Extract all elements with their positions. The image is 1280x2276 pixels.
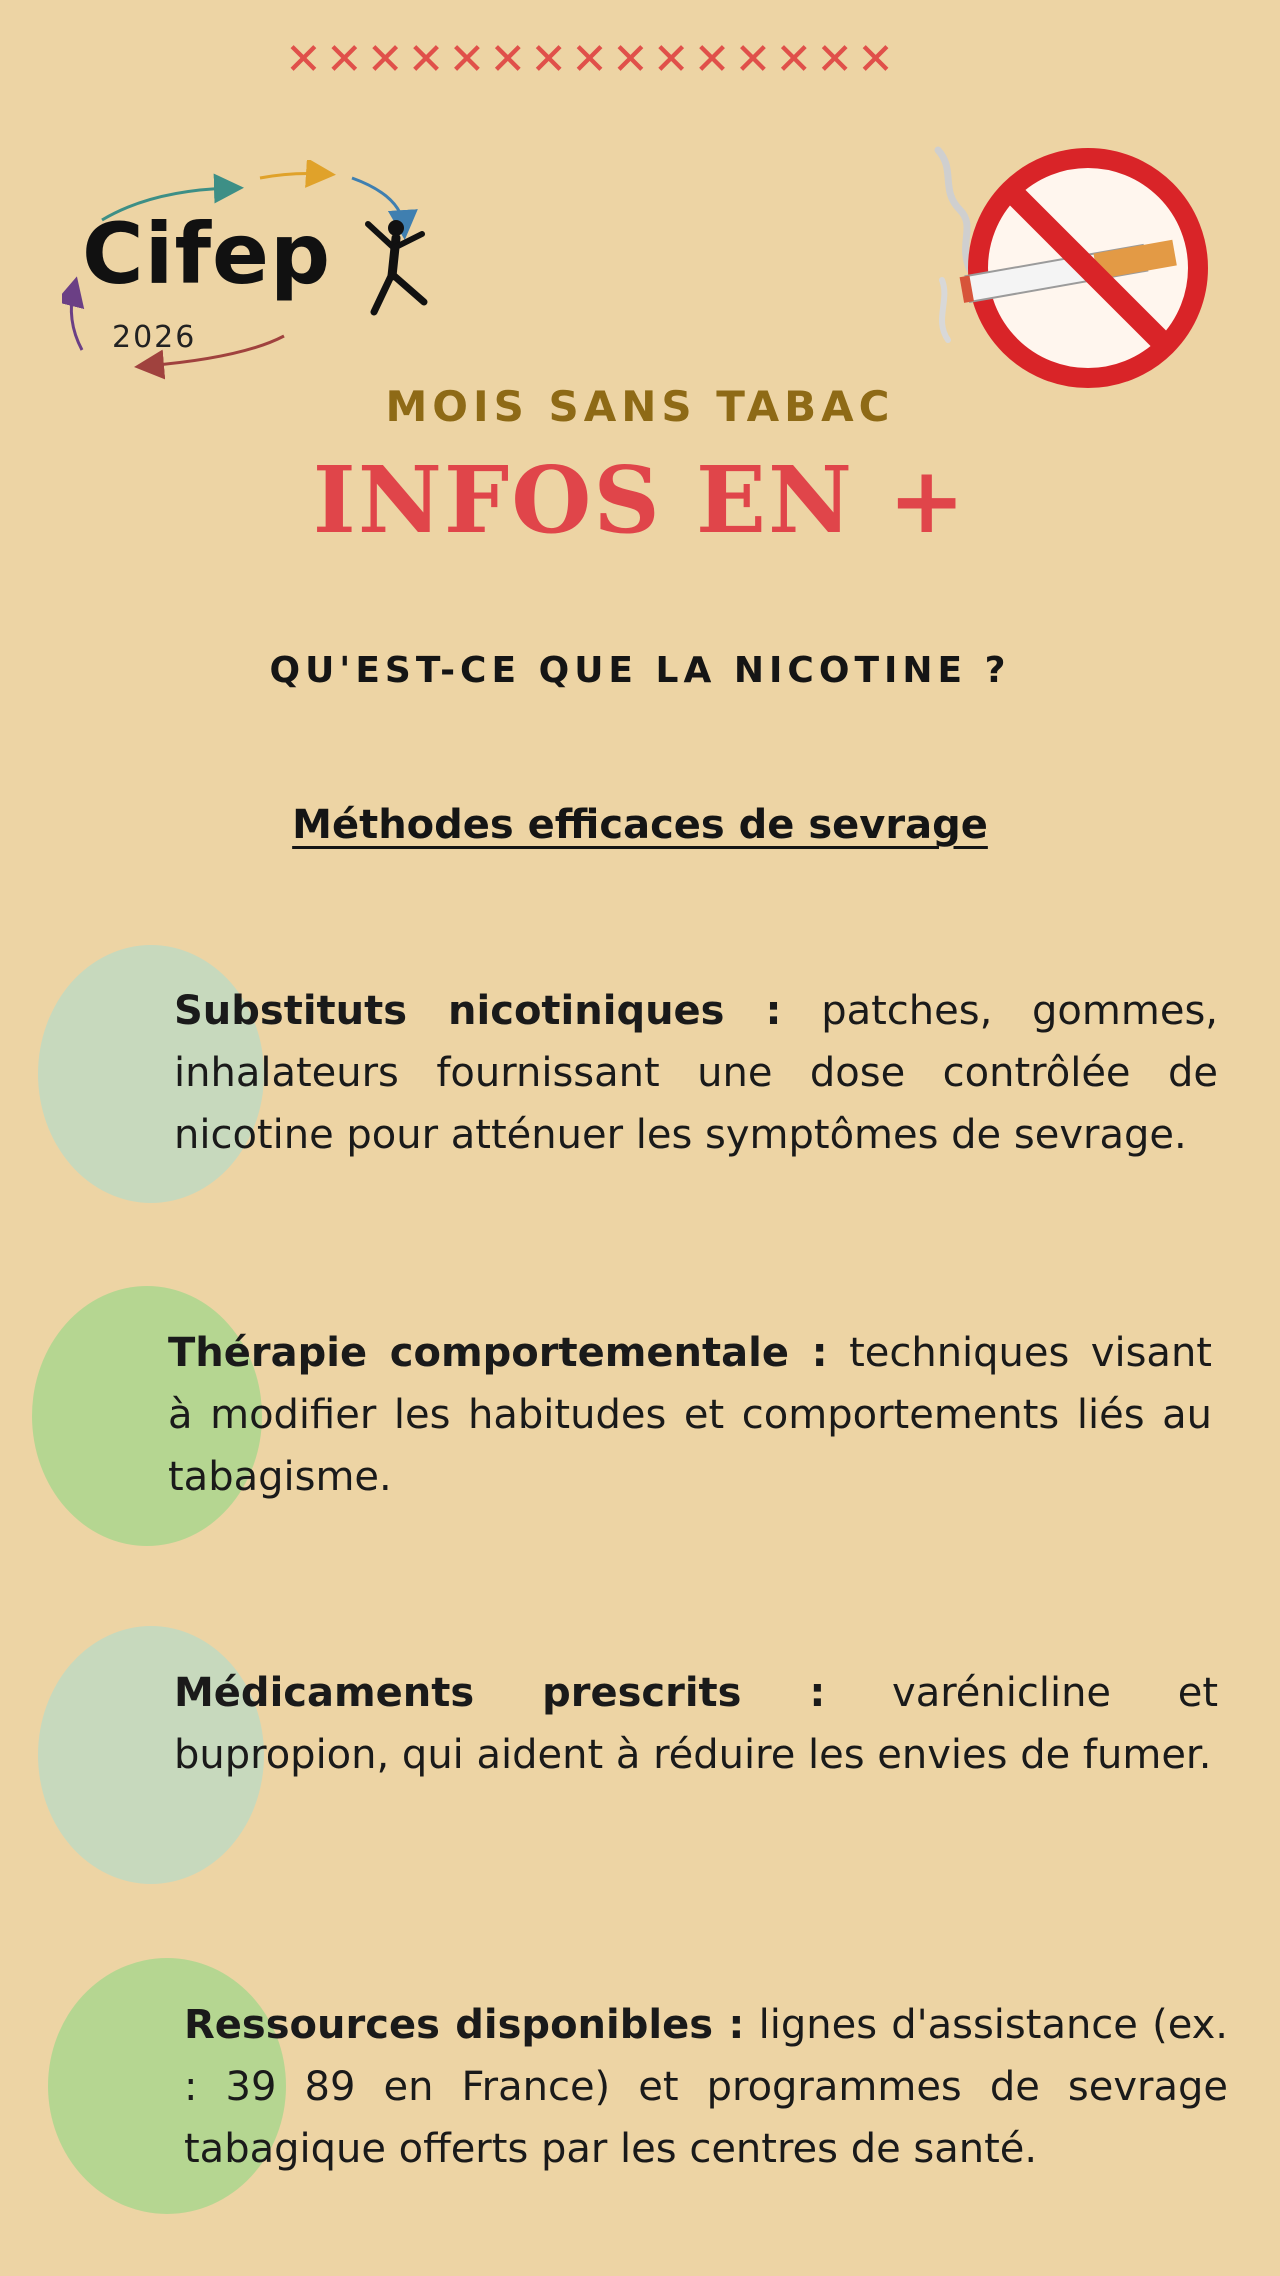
method-text: varénicline et bupropion, qui aident à réduire les envies de fumer.: [174, 1670, 1219, 1778]
question-heading: QU'EST-CE QUE LA NICOTINE ?: [269, 650, 1011, 691]
headline: INFOS EN +: [312, 446, 968, 554]
method-term: Ressources disponibles :: [184, 2002, 745, 2048]
logo-wordmark: Cifep: [82, 205, 332, 303]
method-text: patches, gommes, inhalateurs fournissant une dose contrôlée de nicotine pour atténuer les symptômes de sevrage.: [174, 988, 1218, 1158]
jumping-person-icon: [362, 218, 432, 318]
decorative-crosses: ✕✕✕✕✕✕✕✕✕✕✕✕✕✕✕: [285, 34, 899, 85]
method-text: techniques visant à modifier les habitudes et comportements liés au tabagisme.: [168, 1330, 1212, 1500]
no-smoking-icon: [920, 140, 1220, 400]
method-item: [168, 1322, 1212, 1508]
method-item: [174, 980, 1218, 1166]
method-term: Médicaments prescrits :: [174, 1670, 826, 1716]
method-text: lignes d'assistance (ex. : 39 89 en France) et programmes de sevrage tabagique offerts par les centres de santé.: [184, 2002, 1229, 2172]
method-term: Thérapie comportementale :: [168, 1330, 828, 1376]
method-term: Substituts nicotiniques :: [174, 988, 782, 1034]
logo-year: 2026: [112, 320, 197, 355]
section-title: Méthodes efficaces de sevrage: [292, 802, 988, 848]
method-item: [184, 1994, 1228, 2180]
method-item: [174, 1662, 1218, 1786]
cifep-logo: [62, 160, 432, 380]
kicker-title: MOIS SANS TABAC: [385, 382, 895, 431]
